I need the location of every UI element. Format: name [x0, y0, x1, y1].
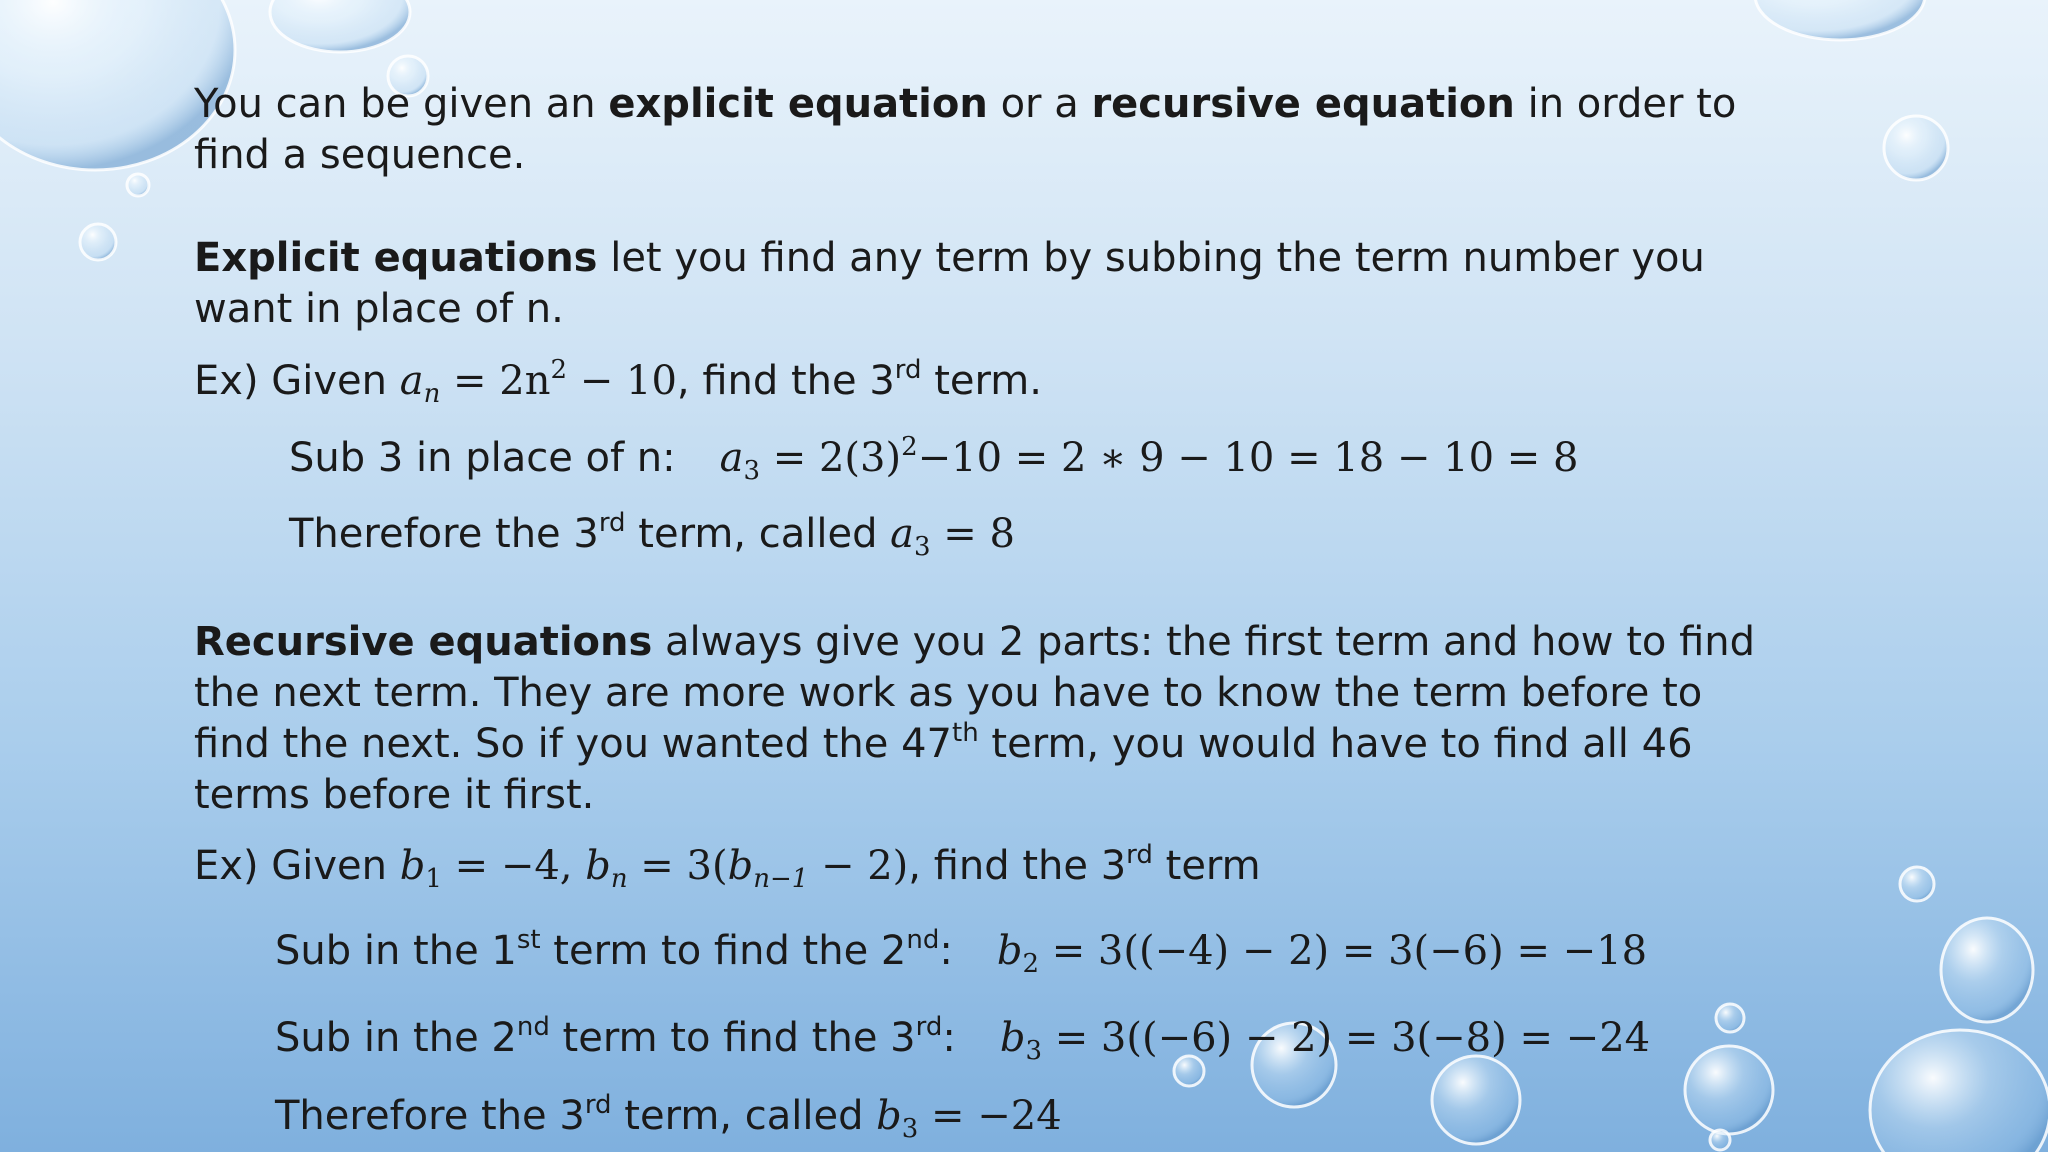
- step-text: :: [942, 1015, 956, 1061]
- formula-sub: 3: [743, 456, 761, 486]
- formula-part: = 3((−4) − 2) = 3(−6) = −18: [1038, 928, 1648, 974]
- therefore-text: Therefore the 3: [289, 511, 599, 557]
- formula-sub: n: [610, 864, 628, 894]
- ordinal-sup: rd: [1126, 840, 1153, 870]
- formula-part: = 2n: [440, 358, 551, 404]
- recursive-line-1: [194, 616, 1755, 668]
- formula-sup: 2: [550, 355, 568, 385]
- recursive-line-3: [194, 718, 1693, 770]
- example-label: Ex) Given: [194, 358, 400, 404]
- formula-part: = −24: [918, 1093, 1062, 1139]
- therefore-text: term, called: [611, 1093, 877, 1139]
- step-label: Sub 3 in place of n:: [289, 435, 676, 481]
- formula-part: = 8: [930, 511, 1015, 557]
- formula-part: −10 = 2 ∗ 9 − 10 = 18 − 10 = 8: [917, 435, 1579, 481]
- step-text: Sub in the 2: [275, 1015, 517, 1061]
- formula-sub: n−1: [753, 864, 809, 894]
- droplet: [1900, 867, 1934, 901]
- recursive-text: always give you 2 parts: the first term and how to find: [652, 619, 1756, 665]
- ordinal-sup: nd: [906, 925, 940, 955]
- formula-sub: 3: [901, 1114, 919, 1144]
- formula-sub: 3: [1025, 1036, 1042, 1066]
- ordinal-sup: st: [516, 925, 541, 955]
- recursive-line-2: the next term. They are more work as you have to know the term before to: [194, 670, 1703, 716]
- recursive-step-1: [275, 925, 1647, 977]
- droplet: [1432, 1056, 1520, 1144]
- ordinal-sup: rd: [584, 1090, 612, 1120]
- droplet: [1941, 918, 2033, 1022]
- example-text: term: [1152, 843, 1261, 889]
- step-text: Sub in the 1: [275, 928, 517, 974]
- explicit-text: let you find any term by subbing the term number you: [597, 235, 1705, 281]
- droplet: [1716, 1004, 1744, 1032]
- formula-sub: 3: [914, 532, 931, 562]
- formula-part: − 2): [808, 843, 909, 889]
- recursive-text: find the next. So if you wanted the 47: [194, 721, 952, 767]
- formula-var: b: [999, 1015, 1026, 1061]
- explicit-line-2: want in place of n.: [194, 286, 564, 332]
- explicit-heading: Explicit equations: [194, 235, 598, 281]
- formula-var: b: [399, 843, 426, 889]
- ordinal-sup: rd: [894, 355, 922, 385]
- formula-sub: n: [423, 379, 441, 409]
- formula-sup: 2: [901, 432, 918, 462]
- explicit-sub-step: [289, 432, 1578, 484]
- formula-part: − 10: [567, 358, 677, 404]
- step-text: term to find the 3: [549, 1015, 916, 1061]
- explicit-line-1: [194, 232, 1705, 284]
- intro-line-1: [194, 78, 1736, 130]
- intro-line-2: find a sequence.: [194, 132, 526, 178]
- explicit-example: [194, 355, 1042, 407]
- droplet: [270, 0, 410, 52]
- formula-part: = 3(: [627, 843, 728, 889]
- formula-part: = −4,: [441, 843, 586, 889]
- formula-var: a: [399, 358, 424, 404]
- intro-text: in order to: [1514, 81, 1737, 127]
- example-label: Ex) Given: [194, 843, 400, 889]
- droplet: [1755, 0, 1925, 40]
- explicit-therefore: [289, 508, 1015, 560]
- recursive-therefore: [275, 1090, 1062, 1142]
- droplet: [80, 224, 116, 260]
- formula-part: = 3((−6) − 2) = 3(−8) = −24: [1041, 1015, 1651, 1061]
- explicit-equation-term: explicit equation: [608, 81, 988, 127]
- step-text: :: [939, 928, 953, 974]
- formula-sub: 2: [1022, 949, 1039, 979]
- recursive-equation-term: recursive equation: [1091, 81, 1515, 127]
- ordinal-sup: rd: [915, 1012, 943, 1042]
- recursive-example: [194, 840, 1261, 892]
- ordinal-sup: rd: [598, 508, 626, 538]
- formula-part: = 2(3): [760, 435, 902, 481]
- example-text: , find the 3: [908, 843, 1127, 889]
- droplet: [1870, 1030, 2048, 1152]
- formula-var: a: [890, 511, 915, 557]
- recursive-line-4: terms before it first.: [194, 772, 595, 818]
- formula-var: b: [727, 843, 754, 889]
- intro-text: or a: [987, 81, 1092, 127]
- formula-var: b: [876, 1093, 902, 1139]
- ordinal-sup: th: [952, 718, 979, 748]
- formula-var: b: [585, 843, 611, 889]
- ordinal-sup: nd: [516, 1012, 550, 1042]
- formula-var: b: [996, 928, 1023, 974]
- formula-sub: 1: [425, 864, 442, 894]
- step-text: term to find the 2: [540, 928, 907, 974]
- droplet: [1884, 116, 1948, 180]
- example-text: , find the 3: [676, 358, 895, 404]
- recursive-step-2: [275, 1012, 1650, 1064]
- example-text: term.: [921, 358, 1042, 404]
- recursive-text: term, you would have to find all 46: [978, 721, 1693, 767]
- recursive-heading: Recursive equations: [194, 619, 653, 665]
- formula-var: a: [719, 435, 744, 481]
- droplet: [127, 174, 149, 196]
- droplet: [1685, 1046, 1773, 1134]
- therefore-text: term, called: [625, 511, 891, 557]
- intro-text: You can be given an: [194, 81, 609, 127]
- droplet: [1710, 1130, 1730, 1150]
- therefore-text: Therefore the 3: [275, 1093, 585, 1139]
